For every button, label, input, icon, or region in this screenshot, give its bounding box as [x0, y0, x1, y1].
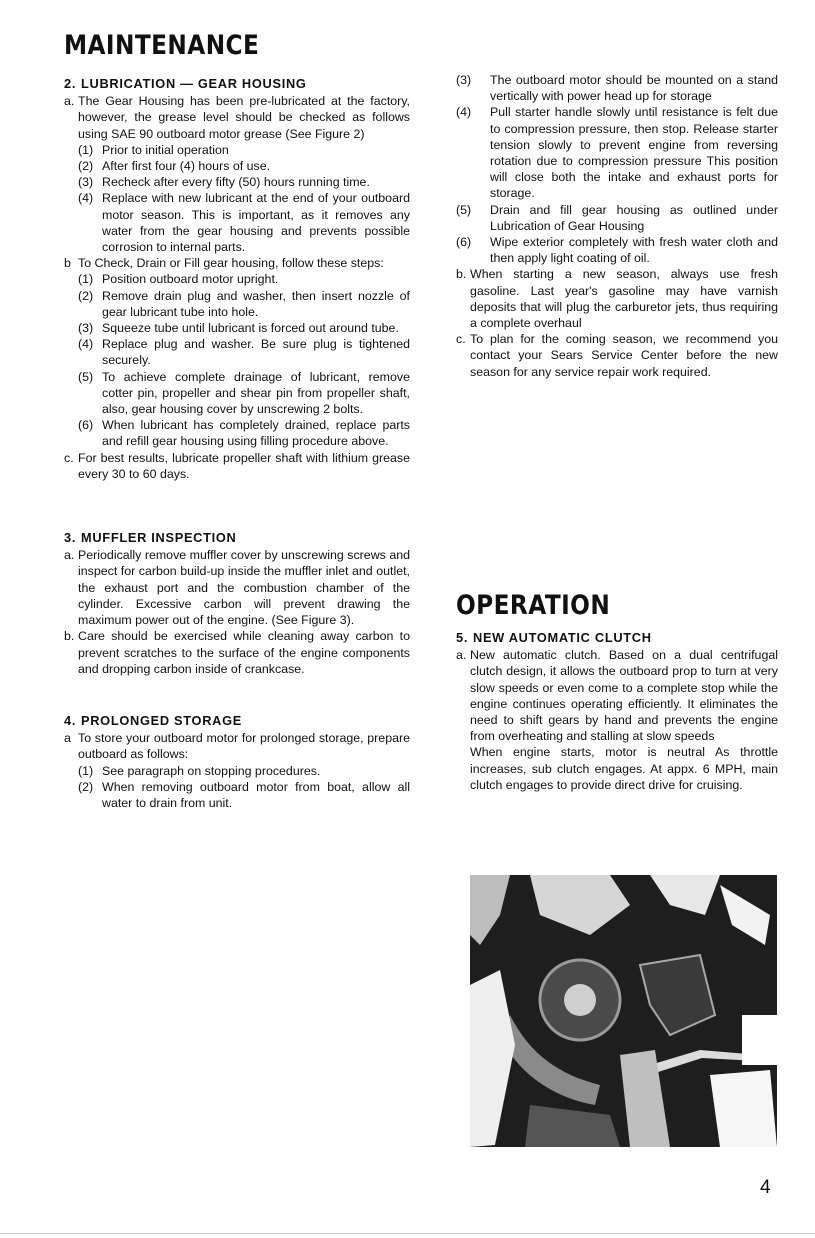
right-column — [456, 72, 778, 380]
clutch-title: 5. NEW AUTOMATIC CLUTCH — [456, 630, 652, 645]
left-column — [64, 76, 410, 811]
storage-title: 4. PROLONGED STORAGE — [64, 712, 242, 728]
lubrication-section — [64, 76, 410, 482]
storage-item-a: a To store your outboard motor for prolonged storage, prepare outboard as follows: — [64, 731, 410, 762]
clutch-section — [456, 630, 778, 793]
lubrication-title: 2. LUBRICATION — GEAR HOUSING — [64, 76, 307, 91]
lubrication-a-step: (4) Replace with new lubricant at the end of your outboard motor season. This is important, as it removes any water from the gear housing and prevents possible corrosion to internal parts. — [78, 191, 410, 255]
page-number: 4 — [760, 1177, 771, 1198]
lubrication-a-step: (3) Recheck after every fifty (50) hours running time. — [78, 175, 370, 190]
muffler-title: 3. MUFFLER INSPECTION — [64, 530, 237, 546]
lubrication-b-step: (4) Replace plug and washer. Be sure plug is tightened securely. — [78, 337, 410, 368]
storage-item-c: c. To plan for the coming season, we recommend you contact your Sears Service Center before the new season for any service repair work required. — [456, 332, 778, 379]
storage-item-b: b. When starting a new season, always use fresh gasoline. Last year's gasoline may have varnish deposits that will plug the carburetor jets, thus requiring a complete overhaul — [456, 267, 778, 331]
storage-step: (3) The outboard motor should be mounted on a stand vertically with power head up for storage — [456, 73, 778, 104]
muffler-section — [64, 530, 410, 677]
storage-step: (1) See paragraph on stopping procedures. — [78, 763, 321, 778]
storage-step: (6) Wipe exterior completely with fresh water cloth and then apply light coating of oil. — [456, 235, 778, 266]
maintenance-heading: MAINTENANCE — [64, 30, 260, 61]
lubrication-b-step: (3) Squeeze tube until lubricant is forced out around tube. — [78, 321, 399, 336]
muffler-item-b: b. Care should be exercised while cleaning away carbon to prevent scratches to the surface of the engine components and dropping carbon inside of crankcase. — [64, 629, 410, 676]
outboard-motor-photo-icon — [470, 875, 777, 1147]
lubrication-b-step: (6) When lubricant has completely drained, replace parts and refill gear housing using filling procedure above. — [78, 418, 410, 449]
lubrication-b-step: (1) Position outboard motor upright. — [78, 272, 279, 287]
muffler-item-a: a. Periodically remove muffler cover by unscrewing screws and inspect for carbon build-up inside the muffler inlet and outlet, the exhaust port and the combustion chamber of the cylinder. Excessive carbon will prevent drawing the maximum power out of the engine. (See Figure 3). — [64, 548, 410, 628]
storage-step: (2) When removing outboard motor from boat, allow all water to drain from unit. — [78, 779, 410, 810]
bottom-rule — [0, 1233, 815, 1234]
lubrication-item-b: b To Check, Drain or Fill gear housing, follow these steps: — [64, 256, 384, 271]
storage-section — [64, 713, 410, 811]
clutch-photo — [470, 875, 777, 1147]
storage-step: (4) Pull starter handle slowly until resistance is felt due to compression pressure, then stop. Release starter tension slowly to prevent engine from reversing rotation due to compression pressure This position will close both the intake and exhaust ports for storage. — [456, 105, 778, 201]
clutch-item-a: a. New automatic clutch. Based on a dual centrifugal clutch design, it allows the outboard prop to turn at very slow speeds or even come to a complete stop while the engine continues operating efficiently. It eliminates the need to shift gears by hand and prevents the engine from overheating and stalling at slow speeds — [456, 648, 778, 744]
storage-step: (5) Drain and fill gear housing as outlined under Lubrication of Gear Housing — [456, 202, 778, 233]
clutch-item-a-continued: When engine starts, motor is neutral As throttle increases, sub clutch engages. At appx. 6 MPH, main clutch engages to provide direct drive for cruising. — [470, 745, 778, 792]
lubrication-b-step: (2) Remove drain plug and washer, then insert nozzle of gear lubricant tube into hole. — [78, 288, 410, 319]
lubrication-a-step: (1) Prior to initial operation — [78, 142, 229, 157]
lubrication-a-step: (2) After first four (4) hours of use. — [78, 159, 271, 174]
operation-heading: OPERATION — [456, 590, 611, 621]
lubrication-item-c: c. For best results, lubricate propeller shaft with lithium grease every 30 to 60 days. — [64, 450, 410, 481]
lubrication-b-step: (5) To achieve complete drainage of lubricant, remove cotter pin, propeller and shear pin from propeller shaft, also, gear housing cover by unscrewing 2 bolts. — [78, 369, 410, 417]
lubrication-item-a: a. The Gear Housing has been pre-lubricated at the factory, however, the grease level should be checked as follows using SAE 90 outboard motor grease (See Figure 2) — [64, 94, 410, 141]
right-column-operation — [456, 630, 778, 793]
